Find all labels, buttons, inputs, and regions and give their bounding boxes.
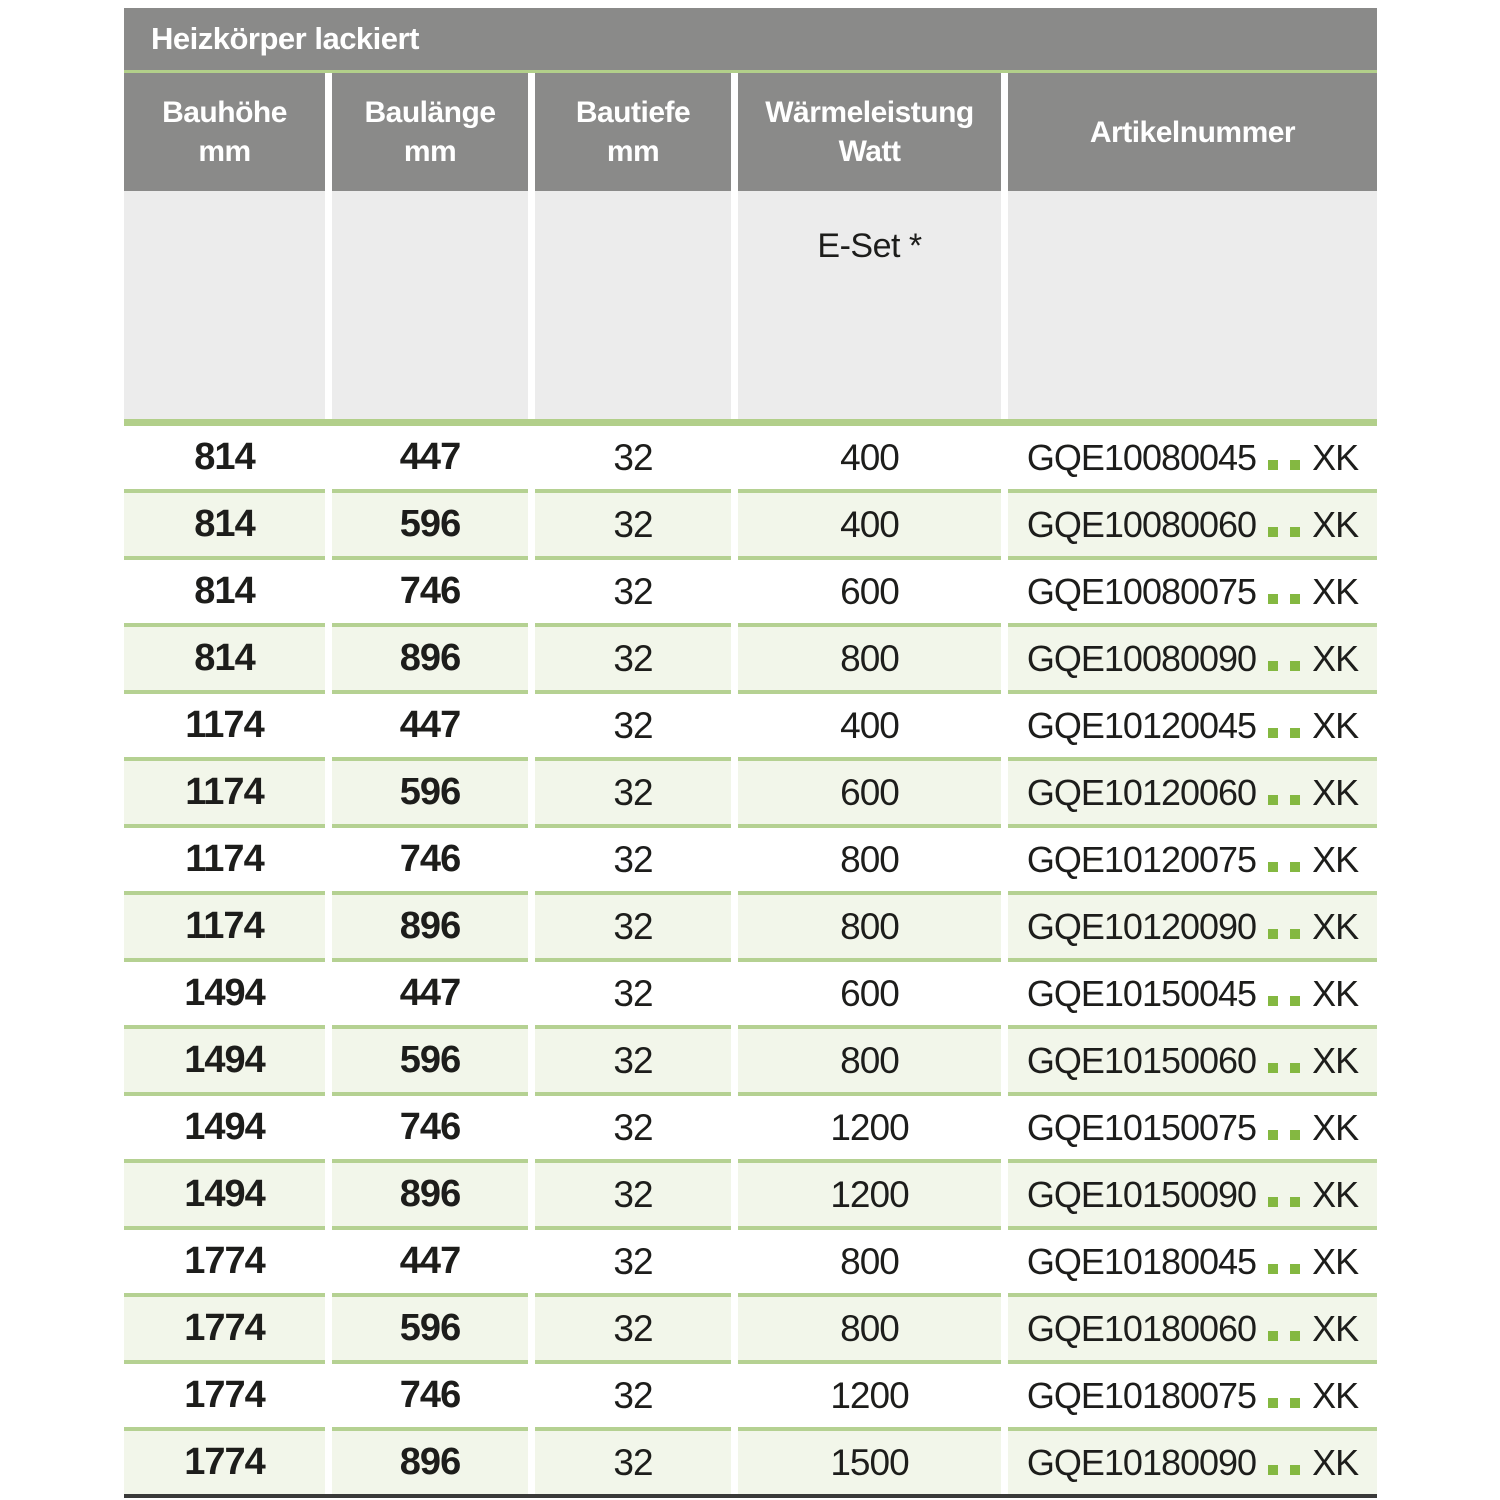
- artikelnummer-suffix: XK: [1312, 637, 1359, 679]
- table-row: [124, 1427, 1377, 1494]
- cell-bauhoehe: 1774: [124, 1360, 325, 1427]
- cell-artikelnummer: [1008, 1092, 1377, 1159]
- cell-baulaenge: 746: [332, 1092, 528, 1159]
- artikelnummer-suffix: XK: [1312, 905, 1359, 947]
- cell-waermeleistung: 800: [738, 1226, 1001, 1293]
- column-header-bautiefe: [535, 73, 731, 191]
- cell-bauhoehe: 1174: [124, 757, 325, 824]
- artikelnummer-prefix: GQE10080045: [1026, 436, 1257, 478]
- cell-artikelnummer: [1008, 1427, 1377, 1494]
- cell-waermeleistung: 600: [738, 757, 1001, 824]
- cell-waermeleistung: 400: [738, 489, 1001, 556]
- column-header-artikelnummer: [1008, 73, 1377, 191]
- artikelnummer: [1027, 772, 1358, 814]
- table-row: [124, 489, 1377, 556]
- artikelnummer-prefix: GQE10080075: [1026, 570, 1257, 612]
- cell-bauhoehe: 814: [124, 556, 325, 623]
- cell-baulaenge: 596: [332, 1293, 528, 1360]
- cell-bauhoehe: 1774: [124, 1427, 325, 1494]
- cell-baulaenge: 896: [332, 1427, 528, 1494]
- table-row: [124, 690, 1377, 757]
- color-placeholder-dot-icon: [1290, 1331, 1300, 1341]
- artikelnummer-suffix: XK: [1312, 838, 1359, 880]
- eset-note: E-Set *: [817, 227, 922, 265]
- cell-baulaenge: 596: [332, 757, 528, 824]
- cell-bautiefe: 32: [535, 1226, 731, 1293]
- cell-artikelnummer: [1008, 690, 1377, 757]
- color-placeholder-dot-icon: [1268, 1063, 1278, 1073]
- artikelnummer-prefix: GQE10120075: [1026, 838, 1257, 880]
- cell-bauhoehe: 1494: [124, 1025, 325, 1092]
- table-row: [124, 556, 1377, 623]
- cell-bautiefe: 32: [535, 1427, 731, 1494]
- cell-artikelnummer: [1008, 1293, 1377, 1360]
- color-placeholder-dot-icon: [1268, 460, 1278, 470]
- cell-waermeleistung: 800: [738, 623, 1001, 690]
- artikelnummer: [1027, 1308, 1358, 1350]
- artikelnummer-suffix: XK: [1312, 1441, 1359, 1483]
- cell-artikelnummer: [1008, 426, 1377, 489]
- cell-baulaenge: 447: [332, 426, 528, 489]
- table-row: [124, 958, 1377, 1025]
- artikelnummer-prefix: GQE10150075: [1026, 1106, 1257, 1148]
- cell-bautiefe: 32: [535, 489, 731, 556]
- cell-waermeleistung: 1200: [738, 1092, 1001, 1159]
- cell-artikelnummer: [1008, 623, 1377, 690]
- cell-bauhoehe: 1174: [124, 824, 325, 891]
- color-placeholder-dot-icon: [1290, 1063, 1300, 1073]
- cell-bautiefe: 32: [535, 1025, 731, 1092]
- cell-waermeleistung: 1200: [738, 1159, 1001, 1226]
- spec-table: [124, 8, 1377, 1498]
- cell-baulaenge: 596: [332, 489, 528, 556]
- column-unit: mm: [403, 135, 457, 168]
- artikelnummer-suffix: XK: [1312, 503, 1359, 545]
- artikelnummer: [1027, 571, 1358, 613]
- cell-waermeleistung: 1200: [738, 1360, 1001, 1427]
- artikelnummer-prefix: GQE10180060: [1026, 1307, 1257, 1349]
- artikelnummer-suffix: XK: [1312, 1240, 1359, 1282]
- cell-bautiefe: 32: [535, 1293, 731, 1360]
- artikelnummer-prefix: GQE10180090: [1026, 1441, 1257, 1483]
- color-placeholder-dot-icon: [1290, 1264, 1300, 1274]
- cell-bauhoehe: 1774: [124, 1293, 325, 1360]
- color-placeholder-dot-icon: [1290, 1130, 1300, 1140]
- cell-baulaenge: 896: [332, 623, 528, 690]
- column-label: Bauhöhe: [162, 96, 287, 129]
- cell-baulaenge: 447: [332, 690, 528, 757]
- color-placeholder-dot-icon: [1268, 728, 1278, 738]
- artikelnummer-suffix: XK: [1312, 1106, 1359, 1148]
- column-header-waermeleistung: [738, 73, 1001, 191]
- column-unit: mm: [606, 135, 660, 168]
- artikelnummer: [1027, 638, 1358, 680]
- cell-bauhoehe: 1494: [124, 958, 325, 1025]
- column-header-baulaenge: [332, 73, 528, 191]
- cell-bautiefe: 32: [535, 1159, 731, 1226]
- cell-waermeleistung: 800: [738, 1293, 1001, 1360]
- subheader-cell-bautiefe: [535, 191, 731, 419]
- column-header-bauhoehe: [124, 73, 325, 191]
- artikelnummer-prefix: GQE10120045: [1026, 704, 1257, 746]
- cell-bautiefe: 32: [535, 891, 731, 958]
- cell-baulaenge: 896: [332, 1159, 528, 1226]
- subheader-cell-bauhoehe: [124, 191, 325, 419]
- column-label: Bautiefe: [575, 96, 691, 129]
- cell-baulaenge: 746: [332, 824, 528, 891]
- cell-waermeleistung: 600: [738, 556, 1001, 623]
- artikelnummer-suffix: XK: [1312, 771, 1359, 813]
- subheader-row: [124, 191, 1377, 419]
- artikelnummer-suffix: XK: [1312, 1307, 1359, 1349]
- artikelnummer-prefix: GQE10120060: [1026, 771, 1257, 813]
- artikelnummer: [1027, 1174, 1358, 1216]
- table-row: [124, 426, 1377, 489]
- table-row: [124, 757, 1377, 824]
- artikelnummer: [1027, 504, 1358, 546]
- color-placeholder-dot-icon: [1290, 460, 1300, 470]
- cell-bauhoehe: 1174: [124, 891, 325, 958]
- cell-waermeleistung: 800: [738, 824, 1001, 891]
- color-placeholder-dot-icon: [1268, 1331, 1278, 1341]
- cell-waermeleistung: 800: [738, 891, 1001, 958]
- cell-bauhoehe: 814: [124, 426, 325, 489]
- cell-artikelnummer: [1008, 489, 1377, 556]
- color-placeholder-dot-icon: [1268, 527, 1278, 537]
- cell-bautiefe: 32: [535, 690, 731, 757]
- color-placeholder-dot-icon: [1268, 661, 1278, 671]
- cell-bauhoehe: 814: [124, 489, 325, 556]
- color-placeholder-dot-icon: [1290, 795, 1300, 805]
- table-row: [124, 1092, 1377, 1159]
- artikelnummer-prefix: GQE10120090: [1026, 905, 1257, 947]
- column-label: Baulänge: [364, 96, 496, 129]
- cell-baulaenge: 447: [332, 958, 528, 1025]
- artikelnummer: [1027, 973, 1358, 1015]
- cell-artikelnummer: [1008, 1025, 1377, 1092]
- cell-bauhoehe: 1494: [124, 1159, 325, 1226]
- artikelnummer-suffix: XK: [1312, 1039, 1359, 1081]
- color-placeholder-dot-icon: [1290, 1465, 1300, 1475]
- column-label: Artikelnummer: [1089, 115, 1296, 149]
- color-placeholder-dot-icon: [1290, 527, 1300, 537]
- artikelnummer-suffix: XK: [1312, 1374, 1359, 1416]
- cell-artikelnummer: [1008, 824, 1377, 891]
- color-placeholder-dot-icon: [1290, 1398, 1300, 1408]
- cell-bautiefe: 32: [535, 1092, 731, 1159]
- artikelnummer: [1027, 705, 1358, 747]
- cell-bautiefe: 32: [535, 757, 731, 824]
- artikelnummer-prefix: GQE10150060: [1026, 1039, 1257, 1081]
- cell-artikelnummer: [1008, 1360, 1377, 1427]
- cell-bauhoehe: 1774: [124, 1226, 325, 1293]
- table-row: [124, 824, 1377, 891]
- cell-bautiefe: 32: [535, 623, 731, 690]
- cell-waermeleistung: 400: [738, 426, 1001, 489]
- column-header-row: [124, 73, 1377, 191]
- color-placeholder-dot-icon: [1268, 594, 1278, 604]
- subheader-cell-artikelnummer: [1008, 191, 1377, 419]
- column-unit: mm: [198, 135, 251, 168]
- subheader-cell-baulaenge: [332, 191, 528, 419]
- cell-waermeleistung: 1500: [738, 1427, 1001, 1494]
- table-row: [124, 1226, 1377, 1293]
- color-placeholder-dot-icon: [1290, 661, 1300, 671]
- table-title: Heizkörper lackiert: [151, 21, 419, 56]
- cell-baulaenge: 746: [332, 1360, 528, 1427]
- color-placeholder-dot-icon: [1268, 795, 1278, 805]
- color-placeholder-dot-icon: [1268, 1465, 1278, 1475]
- color-placeholder-dot-icon: [1290, 1197, 1300, 1207]
- color-placeholder-dot-icon: [1268, 1197, 1278, 1207]
- cell-bautiefe: 32: [535, 556, 731, 623]
- artikelnummer-prefix: GQE10080060: [1026, 503, 1257, 545]
- artikelnummer: [1027, 437, 1358, 479]
- cell-baulaenge: 447: [332, 1226, 528, 1293]
- artikelnummer: [1027, 906, 1358, 948]
- cell-waermeleistung: 400: [738, 690, 1001, 757]
- cell-waermeleistung: 800: [738, 1025, 1001, 1092]
- table-title-bar: [124, 8, 1377, 70]
- artikelnummer-prefix: GQE10180045: [1026, 1240, 1257, 1282]
- cell-bautiefe: 32: [535, 958, 731, 1025]
- subheader-cell-eset: [738, 191, 1001, 419]
- cell-bauhoehe: 1494: [124, 1092, 325, 1159]
- artikelnummer-suffix: XK: [1312, 570, 1359, 612]
- table-body: [124, 426, 1377, 1498]
- cell-bautiefe: 32: [535, 426, 731, 489]
- color-placeholder-dot-icon: [1290, 996, 1300, 1006]
- artikelnummer-prefix: GQE10150090: [1026, 1173, 1257, 1215]
- cell-artikelnummer: [1008, 958, 1377, 1025]
- artikelnummer: [1027, 1241, 1358, 1283]
- cell-artikelnummer: [1008, 757, 1377, 824]
- artikelnummer: [1027, 1107, 1358, 1149]
- color-placeholder-dot-icon: [1290, 594, 1300, 604]
- cell-waermeleistung: 600: [738, 958, 1001, 1025]
- artikelnummer: [1027, 839, 1358, 881]
- artikelnummer: [1027, 1040, 1358, 1082]
- artikelnummer-suffix: XK: [1312, 704, 1359, 746]
- cell-artikelnummer: [1008, 1226, 1377, 1293]
- color-placeholder-dot-icon: [1268, 1398, 1278, 1408]
- table-row: [124, 1360, 1377, 1427]
- artikelnummer-suffix: XK: [1312, 436, 1359, 478]
- artikelnummer-prefix: GQE10180075: [1026, 1374, 1257, 1416]
- cell-baulaenge: 596: [332, 1025, 528, 1092]
- header-body-divider-line: [124, 419, 1377, 426]
- artikelnummer-suffix: XK: [1312, 1173, 1359, 1215]
- table-row: [124, 1025, 1377, 1092]
- cell-artikelnummer: [1008, 1159, 1377, 1226]
- color-placeholder-dot-icon: [1290, 728, 1300, 738]
- color-placeholder-dot-icon: [1268, 862, 1278, 872]
- artikelnummer: [1027, 1375, 1358, 1417]
- table-row: [124, 1293, 1377, 1360]
- cell-bautiefe: 32: [535, 1360, 731, 1427]
- color-placeholder-dot-icon: [1268, 1264, 1278, 1274]
- table-row: [124, 891, 1377, 958]
- color-placeholder-dot-icon: [1268, 929, 1278, 939]
- cell-bauhoehe: 1174: [124, 690, 325, 757]
- color-placeholder-dot-icon: [1268, 996, 1278, 1006]
- cell-artikelnummer: [1008, 891, 1377, 958]
- color-placeholder-dot-icon: [1290, 929, 1300, 939]
- artikelnummer: [1027, 1442, 1358, 1484]
- artikelnummer-prefix: GQE10150045: [1026, 972, 1257, 1014]
- artikelnummer-suffix: XK: [1312, 972, 1359, 1014]
- column-label: Wärmeleistung: [765, 96, 974, 129]
- cell-bautiefe: 32: [535, 824, 731, 891]
- color-placeholder-dot-icon: [1268, 1130, 1278, 1140]
- table-row: [124, 1159, 1377, 1226]
- column-unit: Watt: [838, 135, 901, 168]
- cell-baulaenge: 896: [332, 891, 528, 958]
- cell-baulaenge: 746: [332, 556, 528, 623]
- color-placeholder-dot-icon: [1290, 862, 1300, 872]
- cell-bauhoehe: 814: [124, 623, 325, 690]
- table-row: [124, 623, 1377, 690]
- cell-artikelnummer: [1008, 556, 1377, 623]
- artikelnummer-prefix: GQE10080090: [1026, 637, 1257, 679]
